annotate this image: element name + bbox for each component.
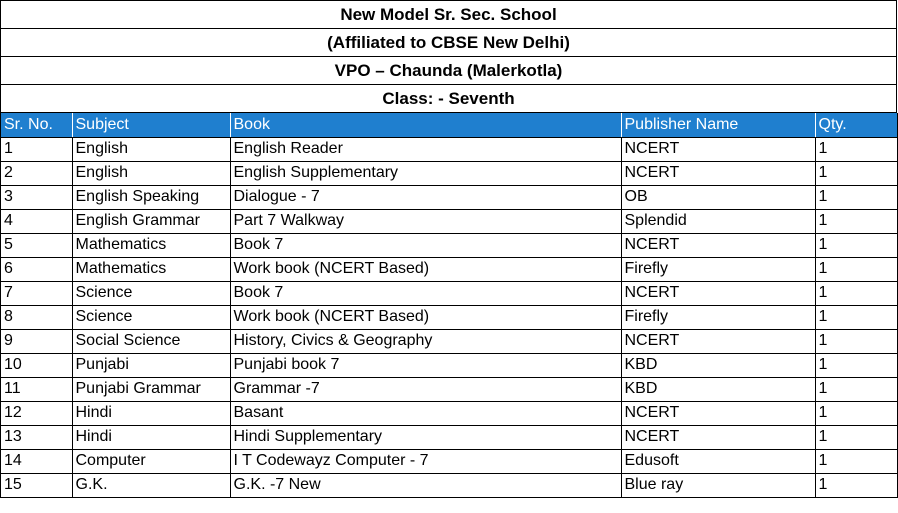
cell-sr-no: 10 (1, 353, 72, 377)
table-row (1, 233, 897, 257)
cell-sr-no: 14 (1, 449, 72, 473)
cell-qty: 1 (815, 137, 897, 161)
cell-subject: G.K. (72, 473, 230, 497)
cell-book: Book 7 (230, 281, 621, 305)
school-name: New Model Sr. Sec. School (1, 1, 897, 29)
cell-sr-no: 6 (1, 257, 72, 281)
table-row (1, 281, 897, 305)
cell-sr-no: 5 (1, 233, 72, 257)
cell-qty: 1 (815, 209, 897, 233)
cell-qty: 1 (815, 329, 897, 353)
table-row (1, 185, 897, 209)
cell-subject: Computer (72, 449, 230, 473)
cell-book: Punjabi book 7 (230, 353, 621, 377)
cell-sr-no: 9 (1, 329, 72, 353)
cell-sr-no: 8 (1, 305, 72, 329)
cell-qty: 1 (815, 185, 897, 209)
table-row (1, 329, 897, 353)
table-row (1, 209, 897, 233)
table-row (1, 137, 897, 161)
table-row (1, 473, 897, 497)
cell-book: Hindi Supplementary (230, 425, 621, 449)
col-header-book: Book (230, 113, 621, 137)
cell-qty: 1 (815, 353, 897, 377)
cell-qty: 1 (815, 305, 897, 329)
cell-publisher: Splendid (621, 209, 815, 233)
cell-sr-no: 1 (1, 137, 72, 161)
cell-publisher: Firefly (621, 257, 815, 281)
cell-publisher: OB (621, 185, 815, 209)
cell-publisher: KBD (621, 353, 815, 377)
cell-publisher: KBD (621, 377, 815, 401)
cell-subject: English (72, 137, 230, 161)
col-header-subject: Subject (72, 113, 230, 137)
cell-publisher: NCERT (621, 425, 815, 449)
cell-book: English Reader (230, 137, 621, 161)
cell-book: I T Codewayz Computer - 7 (230, 449, 621, 473)
cell-publisher: Firefly (621, 305, 815, 329)
cell-sr-no: 7 (1, 281, 72, 305)
cell-sr-no: 15 (1, 473, 72, 497)
cell-subject: Mathematics (72, 233, 230, 257)
cell-sr-no: 12 (1, 401, 72, 425)
cell-qty: 1 (815, 161, 897, 185)
cell-subject: Science (72, 305, 230, 329)
affiliation: (Affiliated to CBSE New Delhi) (1, 29, 897, 57)
cell-book: English Supplementary (230, 161, 621, 185)
cell-publisher: NCERT (621, 161, 815, 185)
table-row (1, 449, 897, 473)
cell-subject: English Grammar (72, 209, 230, 233)
col-header-sr-no: Sr. No. (1, 113, 72, 137)
cell-sr-no: 13 (1, 425, 72, 449)
book-table (1, 113, 898, 498)
cell-subject: Punjabi Grammar (72, 377, 230, 401)
cell-publisher: Edusoft (621, 449, 815, 473)
table-row (1, 401, 897, 425)
cell-publisher: NCERT (621, 329, 815, 353)
col-header-qty: Qty. (815, 113, 897, 137)
cell-subject: Hindi (72, 425, 230, 449)
cell-book: Grammar -7 (230, 377, 621, 401)
cell-book: History, Civics & Geography (230, 329, 621, 353)
cell-subject: Hindi (72, 401, 230, 425)
col-header-publisher: Publisher Name (621, 113, 815, 137)
cell-book: Book 7 (230, 233, 621, 257)
cell-sr-no: 2 (1, 161, 72, 185)
cell-qty: 1 (815, 401, 897, 425)
cell-qty: 1 (815, 473, 897, 497)
cell-subject: Social Science (72, 329, 230, 353)
cell-publisher: Blue ray (621, 473, 815, 497)
cell-subject: English Speaking (72, 185, 230, 209)
cell-qty: 1 (815, 449, 897, 473)
school-address: VPO – Chaunda (Malerkotla) (1, 57, 897, 85)
cell-qty: 1 (815, 233, 897, 257)
cell-sr-no: 3 (1, 185, 72, 209)
cell-book: Work book (NCERT Based) (230, 257, 621, 281)
cell-publisher: NCERT (621, 137, 815, 161)
table-row (1, 305, 897, 329)
cell-qty: 1 (815, 377, 897, 401)
cell-book: Dialogue - 7 (230, 185, 621, 209)
cell-book: G.K. -7 New (230, 473, 621, 497)
table-row (1, 425, 897, 449)
table-body (1, 137, 897, 497)
table-row (1, 377, 897, 401)
cell-publisher: NCERT (621, 401, 815, 425)
cell-subject: Science (72, 281, 230, 305)
cell-subject: Punjabi (72, 353, 230, 377)
cell-qty: 1 (815, 257, 897, 281)
cell-publisher: NCERT (621, 281, 815, 305)
table-row (1, 257, 897, 281)
cell-book: Basant (230, 401, 621, 425)
cell-book: Work book (NCERT Based) (230, 305, 621, 329)
cell-publisher: NCERT (621, 233, 815, 257)
table-row (1, 161, 897, 185)
cell-book: Part 7 Walkway (230, 209, 621, 233)
class-label: Class: - Seventh (1, 85, 897, 113)
cell-sr-no: 11 (1, 377, 72, 401)
table-header-row (1, 113, 897, 137)
cell-qty: 1 (815, 281, 897, 305)
cell-qty: 1 (815, 425, 897, 449)
table-row (1, 353, 897, 377)
cell-sr-no: 4 (1, 209, 72, 233)
cell-subject: Mathematics (72, 257, 230, 281)
cell-subject: English (72, 161, 230, 185)
